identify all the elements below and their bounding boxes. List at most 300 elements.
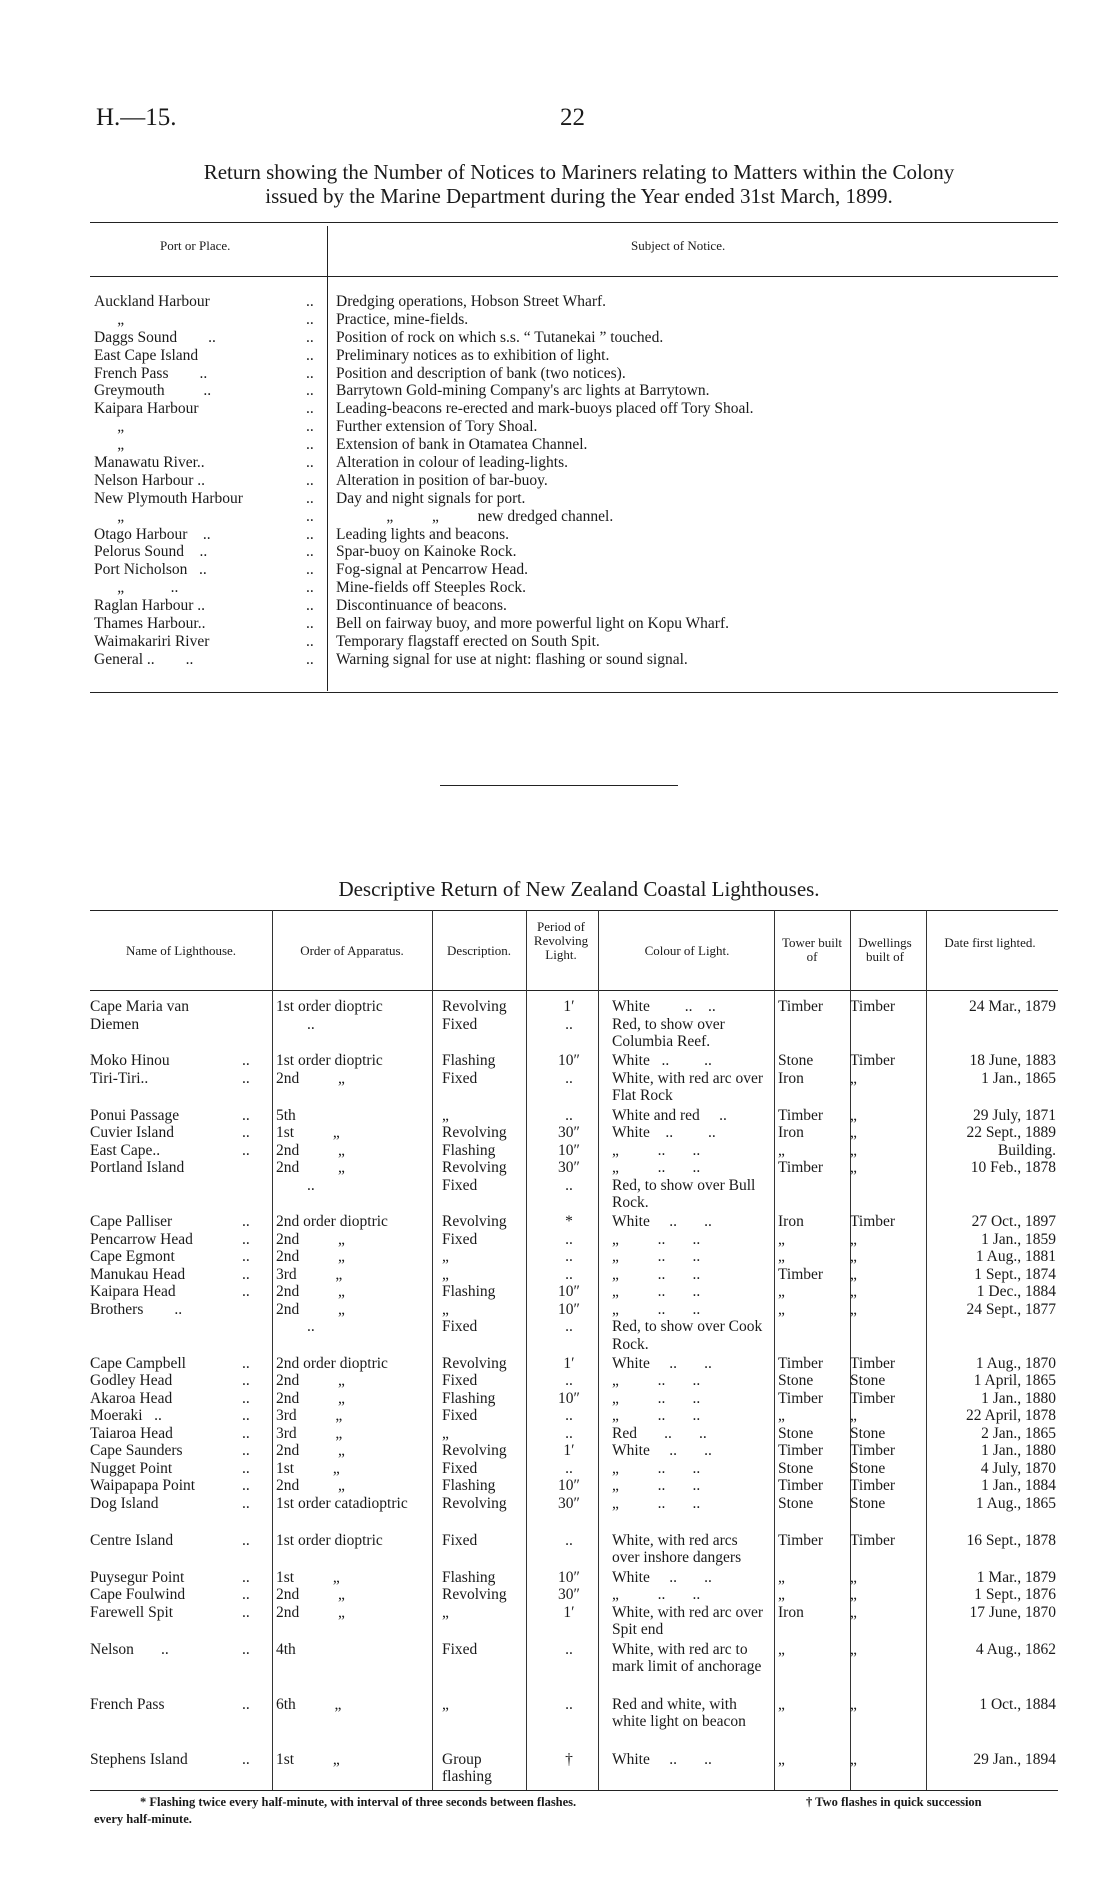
lighthouse-row <box>90 998 1058 1050</box>
lh-period: 10″ <box>558 1283 580 1300</box>
lh-leader-dots: .. <box>242 1586 250 1603</box>
notice-row <box>94 418 1054 436</box>
lh-period: .. <box>565 1230 573 1248</box>
lh-dwellings: „ <box>850 1407 857 1424</box>
lh-tower: Timber <box>778 1159 824 1176</box>
lighthouse-row <box>90 1124 1058 1142</box>
lh-colour: „ .. .. <box>612 1494 701 1512</box>
lh-name: Cape Campbell <box>90 1354 186 1372</box>
lh-dwellings: Stone <box>850 1494 886 1512</box>
notice-port: „ <box>94 418 125 436</box>
notice-leader-dots: .. <box>306 579 314 597</box>
lh-leader-dots: .. <box>242 1407 250 1424</box>
notice-leader-dots: .. <box>306 346 314 364</box>
notice-subject: Practice, mine-fields. <box>336 310 469 328</box>
lh-period: 10″ <box>558 1389 580 1407</box>
notice-leader-dots: .. <box>306 507 314 525</box>
lh-dwellings: „ <box>850 1283 857 1300</box>
lh-leader-dots: .. <box>242 1389 250 1407</box>
lh-description: Fixed <box>442 1407 478 1424</box>
lighthouse-row <box>90 1442 1058 1460</box>
lh-date: 24 Mar., 1879 <box>969 998 1056 1015</box>
lighthouse-row <box>90 1586 1058 1604</box>
lh-date: 18 June, 1883 <box>969 1052 1056 1069</box>
notices-table-body <box>94 293 1054 669</box>
lh-order: 1st „ <box>276 1459 340 1477</box>
lh-name: Cape Egmont <box>90 1248 175 1265</box>
lh-dwellings: „ <box>850 1141 857 1159</box>
lh-date: 4 Aug., 1862 <box>975 1640 1056 1658</box>
lh-order: 3rd „ <box>276 1424 343 1442</box>
lh-date: 1 Mar., 1879 <box>976 1568 1056 1586</box>
lh-date: 24 Sept., 1877 <box>966 1300 1056 1318</box>
lh-description: Flashing <box>442 1141 496 1159</box>
lh-tower: Stone <box>778 1424 814 1442</box>
lh-date: 17 June, 1870 <box>969 1603 1056 1621</box>
lh-tower: Iron <box>778 1069 804 1087</box>
lh-date: 22 Sept., 1889 <box>966 1124 1056 1141</box>
notice-port: General .. .. <box>94 650 194 668</box>
lighthouse-row <box>90 1213 1058 1231</box>
lh-dwellings: „ <box>850 1106 857 1124</box>
lighthouse-row <box>90 1532 1058 1567</box>
notice-leader-dots: .. <box>306 597 314 615</box>
lh-description: „ Fixed <box>442 1300 478 1335</box>
notice-subject: Dredging operations, Hobson Street Wharf. <box>336 293 607 310</box>
lh-order: 3rd „ <box>276 1407 343 1424</box>
notice-subject: Leading lights and beacons. <box>336 525 510 543</box>
lh-dwellings: Timber <box>850 1477 896 1494</box>
lh-period: 10″ <box>558 1477 580 1494</box>
lh-dwellings: Timber <box>850 1213 896 1230</box>
lh-name: Akaroa Head <box>90 1389 173 1407</box>
lh-order: 1st order dioptric .. <box>276 998 383 1033</box>
lh-col-tower: Tower built of <box>781 935 843 964</box>
lh-description: Revolving Fixed <box>442 1159 507 1194</box>
lh-description: Fixed <box>442 1069 478 1087</box>
lh-name: Centre Island <box>90 1531 174 1549</box>
notice-leader-dots: .. <box>306 615 314 633</box>
notices-col-subject: Subject of Notice. <box>631 238 726 253</box>
footnote-dagger: † Two flashes in quick succession <box>806 1795 982 1809</box>
lh-name: Cape Maria van Diemen <box>90 998 193 1033</box>
lh-dwellings: Timber <box>850 998 896 1015</box>
notice-leader-dots: .. <box>306 310 314 328</box>
lh-colour: „ .. .. <box>612 1477 701 1494</box>
lh-dwellings: „ <box>850 1069 857 1087</box>
lh-date: 1 Jan., 1859 <box>981 1230 1056 1248</box>
lh-colour: „ .. .. <box>612 1248 701 1265</box>
lh-tower: Timber <box>778 998 824 1015</box>
lighthouse-row <box>90 1390 1058 1408</box>
lh-col-dwellings: Dwellings built of <box>858 935 912 964</box>
lh-period: .. <box>565 1372 573 1389</box>
lh-period: .. <box>565 1407 573 1424</box>
lh-period: 1′ <box>563 1354 575 1372</box>
lh-description: Fixed <box>442 1640 478 1658</box>
lh-name: Brothers .. <box>90 1300 183 1318</box>
lh-name: Stephens Island <box>90 1750 188 1768</box>
notice-row <box>94 436 1054 454</box>
lh-description: „ <box>442 1695 449 1713</box>
notice-leader-dots: .. <box>306 632 314 650</box>
lh-leader-dots: .. <box>242 1603 250 1621</box>
lh-colour: White .. .. <box>612 1354 712 1372</box>
lh-leader-dots: .. <box>242 1750 250 1768</box>
lh-order: 2nd „ .. <box>276 1159 345 1194</box>
notice-leader-dots: .. <box>306 382 314 400</box>
lh-period: 30″ <box>558 1124 580 1141</box>
lh-order: 5th <box>276 1106 296 1124</box>
lh-name: East Cape.. <box>90 1141 161 1159</box>
lh-leader-dots: .. <box>242 1459 250 1477</box>
lh-order: 6th „ <box>276 1695 342 1713</box>
lighthouse-row <box>90 1425 1058 1443</box>
lh-dwellings: „ <box>850 1265 857 1283</box>
lh-name: Pencarrow Head <box>90 1230 193 1248</box>
lh-date: 1 Jan., 1884 <box>981 1477 1056 1494</box>
lh-description: Group flashing <box>442 1750 492 1785</box>
lh-leader-dots: .. <box>242 1354 250 1372</box>
notice-row <box>94 579 1054 597</box>
lh-tower: Stone <box>778 1052 814 1069</box>
lh-colour: „ .. .. <box>612 1407 701 1424</box>
lh-order: 1st order dioptric <box>276 1052 383 1069</box>
lh-name: Portland Island <box>90 1159 185 1176</box>
lighthouse-row <box>90 1641 1058 1694</box>
lh-colour: White .. .. Red, to show over Columbia Reef. <box>612 998 725 1050</box>
lh-date: 1 Aug., 1870 <box>975 1354 1056 1372</box>
lh-description: „ <box>442 1265 449 1283</box>
lh-name: Manukau Head <box>90 1265 186 1283</box>
lh-tower: Stone <box>778 1459 814 1477</box>
lh-name: Godley Head <box>90 1372 173 1389</box>
lighthouse-row <box>90 1696 1058 1749</box>
lh-order: 2nd „ <box>276 1230 345 1248</box>
lh-leader-dots: .. <box>242 1052 250 1069</box>
lh-name: Taiaroa Head <box>90 1424 173 1442</box>
notice-subject: Position and description of bank (two notices). <box>336 364 626 382</box>
lh-date: 4 July, 1870 <box>980 1459 1056 1477</box>
notice-port: „ <box>94 436 125 454</box>
footnote-star-continued: every half-minute. <box>94 1812 192 1826</box>
notice-port: „ .. <box>94 579 179 597</box>
lh-leader-dots: .. <box>242 1424 250 1442</box>
notices-col-port: Port or Place. <box>160 238 231 253</box>
lh-name: Cape Foulwind <box>90 1586 186 1603</box>
lh-description: Revolving <box>442 1124 507 1141</box>
notice-subject: Temporary flagstaff erected on South Spit. <box>336 632 600 650</box>
lh-col-colour: Colour of Light. <box>644 943 730 958</box>
lh-leader-dots: .. <box>242 1372 250 1389</box>
lighthouse-row <box>90 1604 1058 1639</box>
notice-row <box>94 597 1054 615</box>
lh-order: 2nd „ <box>276 1442 345 1459</box>
notice-row <box>94 651 1054 669</box>
lh-order: 4th <box>276 1640 296 1658</box>
lh-description: „ <box>442 1603 449 1621</box>
lh-order: 2nd „ <box>276 1283 345 1300</box>
lh-order: 2nd „ <box>276 1372 345 1389</box>
notice-row <box>94 615 1054 633</box>
lh-tower: Timber <box>778 1477 824 1494</box>
lh-name: Cape Saunders <box>90 1442 183 1459</box>
lh-period: .. <box>565 1265 573 1283</box>
notice-row <box>94 382 1054 400</box>
lh-description: Flashing <box>442 1477 496 1494</box>
lh-period: 10″ <box>558 1052 580 1069</box>
lh-dwellings: „ <box>850 1750 857 1768</box>
lh-date: 16 Sept., 1878 <box>966 1531 1056 1549</box>
lh-dwellings: „ <box>850 1640 857 1658</box>
lh-order: 2nd order dioptric <box>276 1354 388 1372</box>
lh-date: 22 April, 1878 <box>966 1407 1056 1424</box>
lh-description: Flashing <box>442 1283 496 1300</box>
lighthouse-row <box>90 1231 1058 1249</box>
lh-colour: White .. .. <box>612 1568 712 1586</box>
lh-description: Revolving <box>442 1354 507 1372</box>
lh-tower: Timber <box>778 1354 824 1372</box>
lh-tower: „ <box>778 1750 785 1768</box>
notice-port: Port Nicholson .. <box>94 561 207 579</box>
lh-dwellings: Timber <box>850 1354 896 1372</box>
notice-port: Kaipara Harbour <box>94 400 199 418</box>
lh-date: 1 Sept., 1876 <box>974 1586 1056 1603</box>
lh-name: Kaipara Head <box>90 1283 176 1300</box>
lh-date: 29 July, 1871 <box>973 1106 1056 1124</box>
lh-dwellings: „ <box>850 1159 857 1176</box>
notice-port: Raglan Harbour .. <box>94 597 206 615</box>
lh-tower: „ <box>778 1640 785 1658</box>
lh-period: .. <box>565 1248 573 1265</box>
section-divider <box>440 785 678 786</box>
notice-subject: Position of rock on which s.s. “ Tutanekai ” touched. <box>336 328 664 346</box>
notice-subject: Fog-signal at Pencarrow Head. <box>336 561 528 579</box>
lh-date: 1 Sept., 1874 <box>974 1265 1056 1283</box>
lh-col-desc: Description. <box>447 943 511 958</box>
lh-dwellings: „ <box>850 1300 857 1318</box>
lh-tower: Stone <box>778 1494 814 1512</box>
notices-title <box>96 160 1062 208</box>
notices-bottom-rule <box>90 692 1058 693</box>
notice-subject: Barrytown Gold-mining Company's arc lights at Barrytown. <box>336 382 710 400</box>
lh-col-date: Date first lighted. <box>944 935 1036 950</box>
lh-tower: „ <box>778 1248 785 1265</box>
lh-date: 1 Jan., 1865 <box>981 1069 1056 1087</box>
lighthouse-row <box>90 1495 1058 1530</box>
lh-tower: Timber <box>778 1389 824 1407</box>
lh-colour: „ .. .. <box>612 1141 701 1159</box>
lh-name: Puysegur Point <box>90 1568 185 1586</box>
lh-colour: White .. .. <box>612 1442 712 1459</box>
lh-order: 2nd „ <box>276 1389 345 1407</box>
lh-period: .. <box>565 1424 573 1442</box>
lighthouse-row <box>90 1107 1058 1125</box>
notice-port: Nelson Harbour .. <box>94 471 206 489</box>
notice-row <box>94 508 1054 526</box>
lighthouse-row <box>90 1266 1058 1284</box>
lh-tower: Iron <box>778 1603 804 1621</box>
lh-name: Dog Island <box>90 1494 159 1512</box>
notice-subject: Preliminary notices as to exhibition of light. <box>336 346 610 364</box>
lighthouse-row <box>90 1052 1058 1070</box>
lh-name: Cuvier Island <box>90 1124 174 1141</box>
lh-leader-dots: .. <box>242 1568 250 1586</box>
notice-leader-dots: .. <box>306 650 314 668</box>
notice-row <box>94 400 1054 418</box>
lighthouse-row <box>90 1070 1058 1105</box>
notice-subject: Mine-fields off Steeples Rock. <box>336 579 526 597</box>
lh-order: 2nd „ .. <box>276 1300 345 1335</box>
lh-date: Building. <box>997 1141 1056 1159</box>
lh-order: 1st order dioptric <box>276 1531 383 1549</box>
lh-dwellings: Stone <box>850 1372 886 1389</box>
lh-tower: Iron <box>778 1124 804 1141</box>
lh-period: † <box>565 1750 573 1768</box>
lh-name: Moko Hinou <box>90 1052 170 1069</box>
lh-col-period: Period of Revolving Light. <box>533 919 589 962</box>
notice-subject: Further extension of Tory Shoal. <box>336 418 538 436</box>
lh-order: 2nd „ <box>276 1586 345 1603</box>
lh-dwellings: Timber <box>850 1389 896 1407</box>
lh-colour: „ .. .. <box>612 1459 701 1477</box>
lh-period: 30″ <box>558 1494 580 1512</box>
lh-period: 30″ <box>558 1586 580 1603</box>
notice-leader-dots: .. <box>306 471 314 489</box>
lh-description: Revolving Fixed <box>442 998 507 1033</box>
lh-description: Revolving <box>442 1494 507 1512</box>
lighthouse-row <box>90 1248 1058 1266</box>
lh-order: 2nd „ <box>276 1248 345 1265</box>
notice-leader-dots: .. <box>306 525 314 543</box>
lh-description: Fixed <box>442 1459 478 1477</box>
lh-leader-dots: .. <box>242 1124 250 1141</box>
lh-description: Flashing <box>442 1052 496 1069</box>
lh-tower: Timber <box>778 1265 824 1283</box>
lh-description: Revolving <box>442 1586 507 1603</box>
notice-row <box>94 347 1054 365</box>
lh-colour: „ .. .. <box>612 1230 701 1248</box>
lh-tower: „ <box>778 1300 785 1318</box>
lh-colour: White, with red arc over Spit end <box>612 1603 767 1638</box>
notice-row <box>94 293 1054 311</box>
lh-tower: Timber <box>778 1442 824 1459</box>
notice-port: Manawatu River.. <box>94 454 205 472</box>
lighthouse-row <box>90 1355 1058 1373</box>
lh-date: 1 April, 1865 <box>973 1372 1056 1389</box>
lh-leader-dots: .. <box>242 1069 250 1087</box>
lh-period: 1′ <box>563 1442 575 1459</box>
lh-description: Flashing <box>442 1568 496 1586</box>
lh-tower: „ <box>778 1568 785 1586</box>
notice-leader-dots: .. <box>306 454 314 472</box>
lighthouse-row <box>90 1283 1058 1301</box>
lh-dwellings: „ <box>850 1568 857 1586</box>
lighthouse-row <box>90 1407 1058 1425</box>
lh-tower: „ <box>778 1283 785 1300</box>
notice-leader-dots: .. <box>306 489 314 507</box>
lh-period: .. <box>565 1531 573 1549</box>
lh-colour: White, with red arcs over inshore dangers <box>612 1531 742 1566</box>
lh-tower: „ <box>778 1141 785 1159</box>
lh-date: 1 Dec., 1884 <box>976 1283 1056 1300</box>
lh-leader-dots: .. <box>242 1230 250 1248</box>
lh-order: 2nd „ <box>276 1069 345 1087</box>
lh-tower: „ <box>778 1586 785 1603</box>
lh-leader-dots: .. <box>242 1477 250 1494</box>
lh-period: .. <box>565 1069 573 1087</box>
lh-tower: Timber <box>778 1531 824 1549</box>
lh-colour: White .. .. <box>612 1052 712 1069</box>
lh-colour: White .. .. <box>612 1213 712 1230</box>
notice-port: „ <box>94 507 125 525</box>
lh-period: .. <box>565 1106 573 1124</box>
notice-subject: Extension of bank in Otamatea Channel. <box>336 436 588 454</box>
lh-dwellings: „ <box>850 1695 857 1713</box>
notice-port: Otago Harbour .. <box>94 525 211 543</box>
lh-description: Fixed <box>442 1230 478 1248</box>
notices-title-line1: Return showing the Number of Notices to Mariners relating to Matters within the Colony <box>203 160 955 184</box>
notice-port: Daggs Sound .. <box>94 328 216 346</box>
page-number: 22 <box>560 104 585 131</box>
lighthouse-row <box>90 1751 1058 1786</box>
notice-port: Thames Harbour.. <box>94 615 206 633</box>
notice-port: Waimakariri River <box>94 632 210 650</box>
notice-row <box>94 454 1054 472</box>
lh-colour: White, with red arc over Flat Rock <box>612 1069 767 1104</box>
notice-leader-dots: .. <box>306 543 314 561</box>
lh-col-order: Order of Apparatus. <box>300 943 404 958</box>
notice-port: Greymouth .. <box>94 382 212 400</box>
lighthouse-row <box>90 1159 1058 1211</box>
lighthouse-row <box>90 1372 1058 1390</box>
lh-colour: „ .. .. Red, to show over Cook Rock. <box>612 1300 763 1353</box>
lh-order: 3rd „ <box>276 1265 343 1283</box>
lh-name: Ponui Passage <box>90 1106 180 1124</box>
lh-leader-dots: .. <box>242 1283 250 1300</box>
lighthouse-row <box>90 1460 1058 1478</box>
lh-table-body <box>90 998 1058 1788</box>
notice-port: Pelorus Sound .. <box>94 543 208 561</box>
lh-tower: Iron <box>778 1213 804 1230</box>
lh-order: 2nd „ <box>276 1477 345 1494</box>
notice-subject: Alteration in colour of leading-lights. <box>336 454 569 472</box>
notice-port: East Cape Island <box>94 346 199 364</box>
lh-name: Cape Palliser <box>90 1213 173 1230</box>
lh-leader-dots: .. <box>242 1265 250 1283</box>
lh-date: 1 Aug., 1881 <box>975 1248 1056 1265</box>
lh-period: 30″ .. <box>558 1159 580 1194</box>
lh-period: 10″ <box>558 1568 580 1586</box>
notice-leader-dots: .. <box>306 364 314 382</box>
lh-colour: Red and white, with white light on beacon <box>612 1695 746 1730</box>
lh-tower: „ <box>778 1407 785 1424</box>
notice-subject: Day and night signals for port. <box>336 489 526 507</box>
notice-port: New Plymouth Harbour <box>94 489 243 507</box>
lh-table-header <box>90 910 1058 990</box>
lh-date: 2 Jan., 1865 <box>981 1424 1056 1442</box>
lh-name: Nugget Point <box>90 1459 173 1477</box>
lh-colour: „ .. .. <box>612 1389 701 1407</box>
notice-row <box>94 561 1054 579</box>
lh-name: Moeraki .. <box>90 1407 162 1424</box>
lh-order: 1st „ <box>276 1750 340 1768</box>
lh-order: 2nd „ <box>276 1603 345 1621</box>
lighthouse-row <box>90 1569 1058 1587</box>
lh-dwellings: „ <box>850 1230 857 1248</box>
lh-colour: „ .. .. <box>612 1265 701 1283</box>
notice-leader-dots: .. <box>306 418 314 436</box>
